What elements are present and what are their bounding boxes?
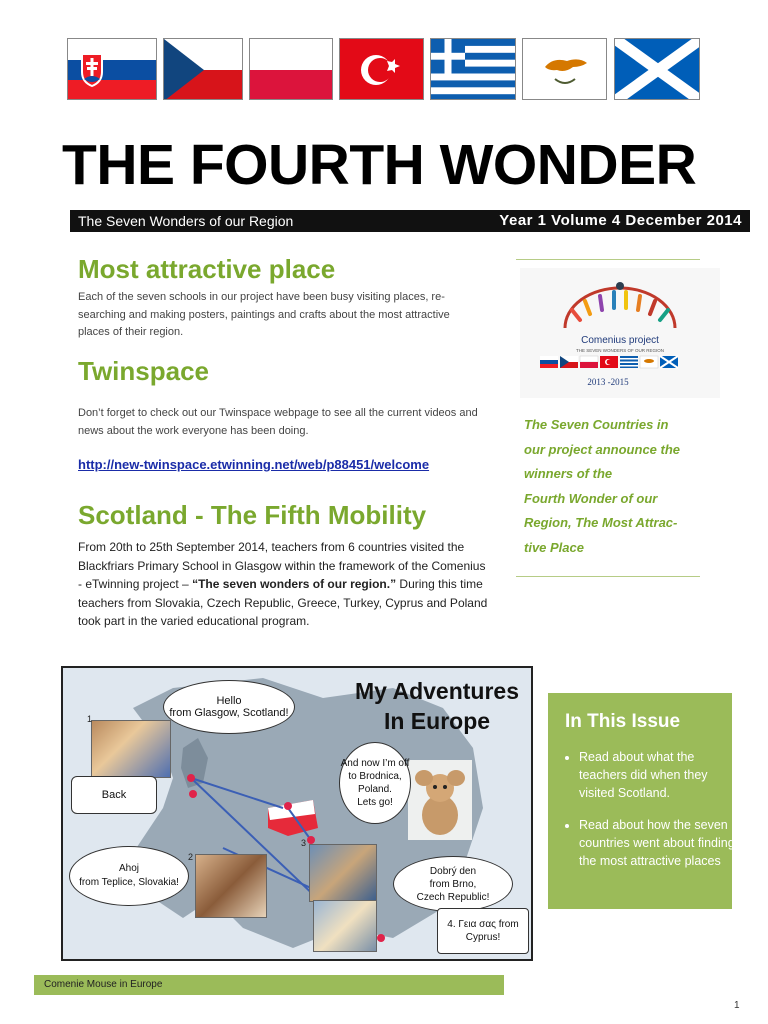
map-title-line2: In Europe [383, 708, 491, 734]
list-item: • Read about what the teachers did when they visited Scotland. [579, 748, 737, 802]
attractive-paragraph: Each of the seven schools in our project have been busy visiting places, re-searching and making posters, paintings and crafts about the most attractive places of their region. [78, 291, 450, 338]
project-name-bold: “The seven wonders of our region.” [192, 577, 397, 591]
page-number: 1 [734, 1000, 740, 1011]
map-title [347, 676, 527, 736]
heading-twinspace: Twinspace [78, 356, 210, 386]
scotland-text-part1: From 20th to 25th September 2014, teachers from 6 countries visited the Blackfriars Primary School in Glasgow within the framework of the Comenius - eTwinning project – [78, 540, 486, 591]
photo-cyprus [313, 900, 377, 952]
masthead-subtitle: The Seven Wonders of our Region [78, 213, 294, 229]
bubble-text: Hello [216, 695, 242, 707]
announcement-line: Fourth Wonder of our [524, 490, 658, 506]
map-title-line1: My Adventures [354, 678, 520, 704]
list-item: • Read about how the seven countries went about finding the most attractive places [579, 816, 737, 870]
photo-glasgow [91, 720, 171, 778]
bubble-text: Poland. [358, 784, 392, 795]
comenius-logo [520, 268, 720, 398]
logo-years: 2013 -2015 [587, 377, 629, 387]
flag-cyprus [522, 38, 607, 100]
scotland-paragraph [78, 538, 490, 631]
photo-slovakia [195, 854, 267, 918]
newsletter-title: THE FOURTH WONDER [62, 133, 697, 197]
bubble-text: 4. Γεια σας from [447, 919, 519, 930]
bubble-text: Lets go! [357, 797, 393, 808]
announcement-line: winners of the [524, 466, 613, 481]
sidebar-bottom-rule [516, 576, 700, 577]
photo-number: 2 [188, 852, 194, 862]
flag-poland [249, 38, 333, 100]
flag-greece [430, 38, 516, 100]
flag-turkey [339, 38, 424, 100]
sidebar-top-rule [516, 259, 700, 260]
in-this-issue-box [548, 693, 735, 909]
bubble-back: Back [71, 776, 157, 814]
bubble-slovakia [69, 846, 189, 906]
photo-number: 1 [87, 714, 93, 724]
bubble-brno [393, 856, 513, 912]
flag-scotland [614, 38, 700, 100]
scotland-text-part2: During this time teachers from Slovakia, Czech Republic, Greece, Turkey, Cyprus and Poland took part in the varied educational program. [78, 577, 488, 628]
bubble-text: from Glasgow, Scotland! [169, 707, 289, 719]
bubble-text: Ahoj [118, 863, 139, 874]
twinspace-link[interactable]: http://new-twinspace.etwinning.net/web/p88451/welcome [78, 457, 430, 472]
in-this-issue-list [565, 748, 737, 884]
in-this-issue-heading: In This Issue [565, 711, 681, 732]
issue-info: Year 1 Volume 4 December 2014 [499, 212, 742, 229]
announcement-line: The Seven Countries in [524, 417, 669, 432]
announcement-line: Region, The Most Attrac- [524, 515, 678, 530]
announcement-line: our project announce the [524, 441, 681, 457]
bubble-text: Czech Republic! [416, 891, 490, 903]
comenius-logo-graphic [520, 268, 720, 398]
masthead-bar [70, 210, 750, 232]
bubble-text: Dobrý den [429, 865, 477, 877]
bubble-text: from Teplice, Slovakia! [79, 877, 179, 888]
bubble-text: Cyprus! [465, 932, 501, 943]
bubble-poland [339, 742, 411, 824]
photo-brno [309, 844, 377, 902]
bubble-text: And now I’m off [340, 758, 410, 769]
flag-slovakia [67, 38, 157, 100]
flag-czech-republic [163, 38, 243, 100]
logo-subtitle: THE SEVEN WONDERS OF OUR REGION [575, 348, 665, 353]
logo-name: Comenius project [581, 335, 659, 346]
twinspace-paragraph: Don’t forget to check out our Twinspace webpage to see all the current videos and news about the work everyone has been doing. [78, 407, 478, 437]
europe-adventure-image [61, 666, 533, 961]
announcement-line: tive Place [524, 539, 584, 555]
bubble-text: to Brodnica, [348, 771, 402, 782]
photo-number: 3 [301, 838, 307, 848]
bubble-glasgow [163, 680, 295, 734]
image-caption: Comenie Mouse in Europe [34, 975, 504, 995]
plush-mouse-image [408, 760, 472, 840]
sidebar-announcement [524, 413, 714, 560]
heading-scotland-mobility: Scotland - The Fifth Mobility [78, 500, 427, 530]
heading-most-attractive-place: Most attractive place [78, 254, 336, 284]
bubble-cyprus [437, 908, 529, 954]
bubble-text: from Brno, [429, 878, 477, 890]
